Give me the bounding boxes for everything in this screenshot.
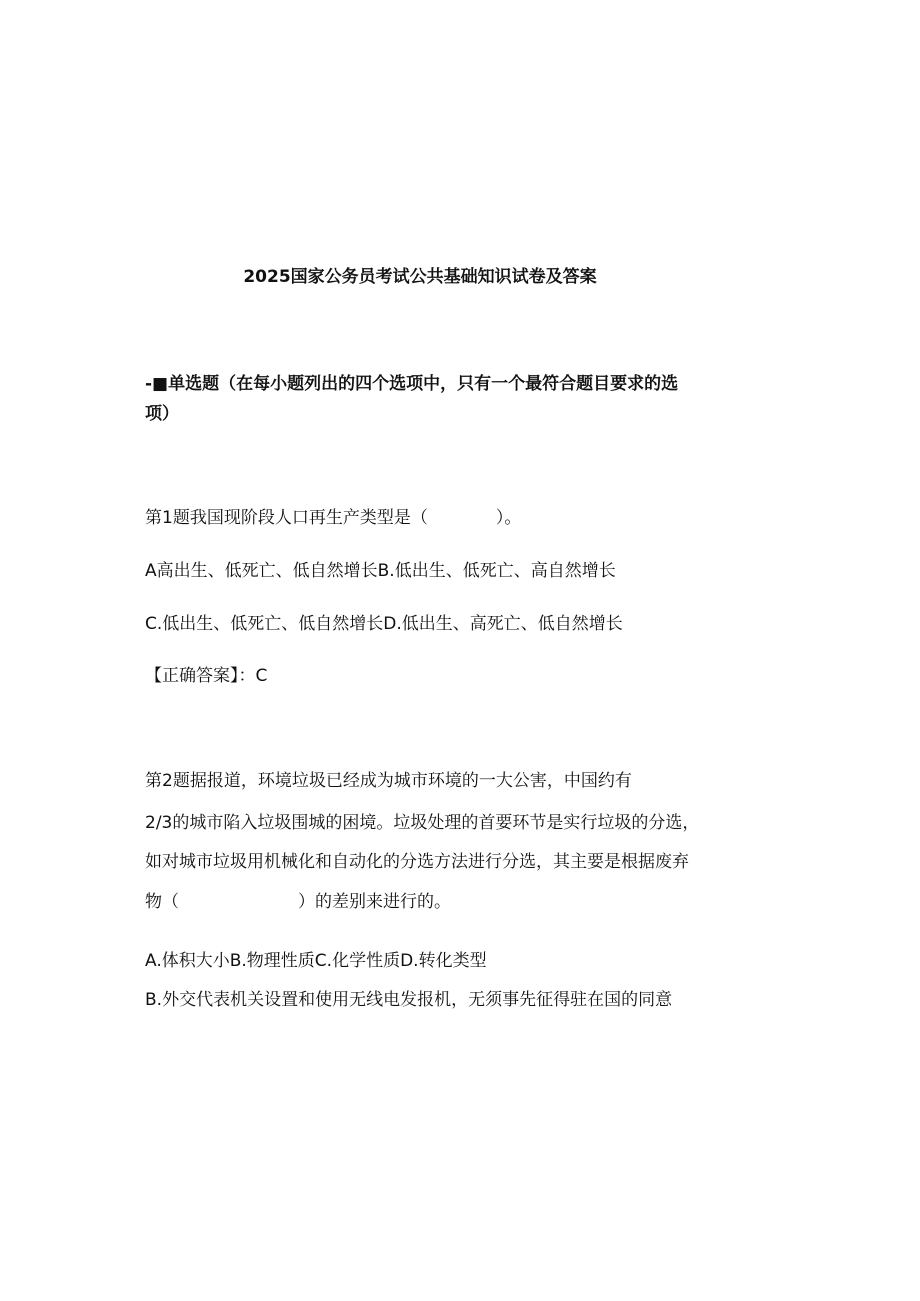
question-1-stem: 第1题我国现阶段人口再生产类型是（ ）。 xyxy=(145,508,522,528)
question-2-stem-line-4: 物（ ）的差别来进行的。 xyxy=(145,892,451,912)
question-2-stem-line-2: 2/3的城市陷入垃圾围城的困境。垃圾处理的首要环节是实行垃圾的分选， xyxy=(145,813,700,833)
question-1-options-line-1: A高出生、低死亡、低自然增长B.低出生、低死亡、高自然增长 xyxy=(145,561,616,581)
question-1-answer: 【正确答案】：C xyxy=(145,666,268,686)
question-2-stem-line-1: 第2题据报道，环境垃圾已经成为城市环境的一大公害，中国约有 xyxy=(145,771,632,791)
question-1-options-line-2: C.低出生、低死亡、低自然增长D.低出生、高死亡、低自然增长 xyxy=(145,614,623,634)
question-2-stem-line-3: 如对城市垃圾用机械化和自动化的分选方法进行分选，其主要是根据废弃 xyxy=(145,852,689,872)
question-2-options-line-2: B.外交代表机关设置和使用无线电发报机，无须事先征得驻在国的同意 xyxy=(145,990,673,1010)
document-title: 2025国家公务员考试公共基础知识试卷及答案 xyxy=(243,267,597,287)
question-2-options-line-1: A.体积大小B.物理性质C.化学性质D.转化类型 xyxy=(145,951,487,971)
section-heading-line-1: -■单选题（在每小题列出的四个选项中，只有一个最符合题目要求的选 xyxy=(145,374,679,394)
section-heading-line-2: 项） xyxy=(145,404,179,424)
